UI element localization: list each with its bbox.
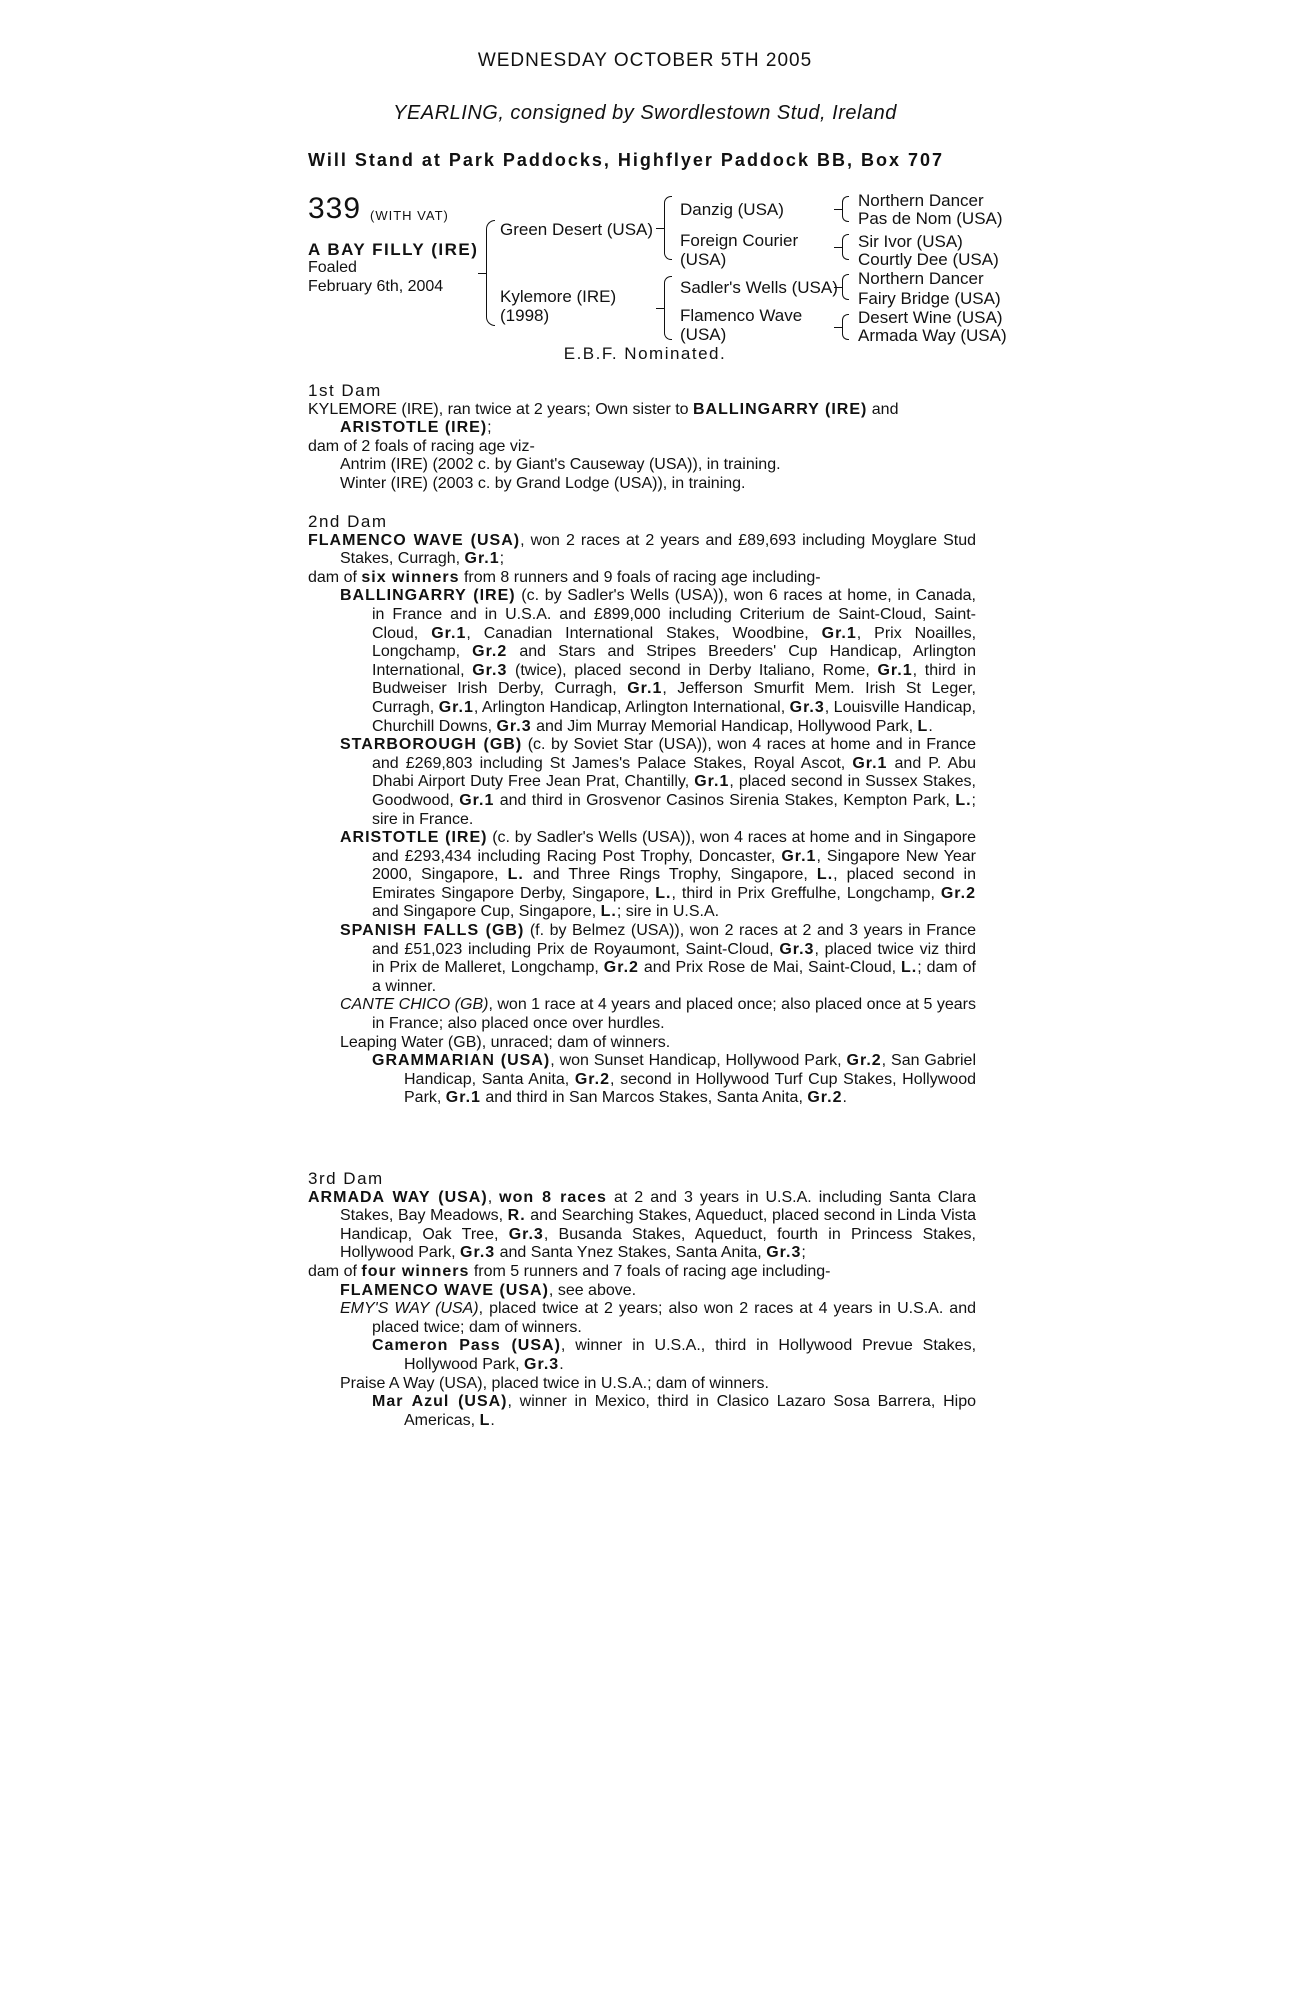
foaled-label: Foaled [308, 259, 357, 276]
progeny-text: , placed twice viz third in Prix de Malleret, Longchamp, [372, 940, 977, 977]
pedigree-sire-dam [680, 231, 798, 269]
winners-count: four winners [361, 1262, 470, 1280]
third-dam-entry: ARMADA WAY (USA), won 8 races at 2 and 3 years in U.S.A. including Santa Clara Stakes, Bay Meadows, R. and Searching Stakes, Aqueduct, placed second in Linda Vista Handicap, Oak Tree, Gr.3, Busanda Stakes, Aqueduct, fourth in Princess Stakes, Hollywood Park, Gr.3 and Santa Ynez Stakes, Santa Anita, Gr.3; [308, 1188, 977, 1262]
pedigree-ddd: Armada Way (USA) [858, 326, 1007, 345]
foaled-info [308, 258, 443, 296]
grade: L. [600, 903, 617, 921]
winners-count: six winners [361, 568, 460, 586]
sale-date: WEDNESDAY OCTOBER 5TH 2005 [477, 50, 813, 71]
pedigree-sire-sire: Danzig (USA) [680, 200, 784, 219]
pedigree-dds: Desert Wine (USA) [858, 308, 1003, 327]
progeny-text: (twice), placed second in Derby Italiano, Rome, [507, 661, 878, 679]
pedigree-dam-year: (1998) [500, 306, 550, 325]
third-dam-foals [308, 1263, 976, 1282]
grade: Gr.3 [524, 1355, 560, 1373]
second-dam-foals [308, 569, 976, 588]
grade: Gr.1 [438, 698, 474, 716]
grade: Gr.2 [807, 1089, 843, 1107]
progeny-name: ARISTOTLE (IRE) [340, 829, 488, 847]
pedigree-brace-dd [842, 314, 849, 340]
second-dam-section [308, 513, 976, 1108]
second-dam-entry [308, 532, 976, 569]
progeny-text: (c. by Sadler's Wells (USA)), won 4 races at home and in Singapore and £293,434 including Racing Post Trophy, Doncaster, [372, 829, 977, 865]
third-dam-section [308, 1170, 976, 1430]
pedigree-sdd: Courtly Dee (USA) [858, 250, 999, 269]
lot-description: A BAY FILLY (IRE) [308, 240, 479, 259]
progeny-text: and Three Rings Trophy, Singapore, [523, 866, 817, 884]
grade: Gr.1 [781, 847, 817, 865]
grade: Gr.1 [877, 661, 913, 679]
grade: Gr.1 [464, 550, 500, 568]
progeny-name: Mar Azul (USA) [372, 1393, 508, 1411]
progeny-text: , won 1 race at 4 years and placed once; also placed once at 5 years in France; also placed once over hurdles. [372, 996, 976, 1033]
progeny-text: , Louisville Handicap, Churchill Downs, [372, 698, 976, 735]
third-dam-text: and Searching Stakes, Aqueduct, placed second in Linda Vista Handicap, Oak Tree, [340, 1207, 977, 1243]
progeny-name: Praise A Way (USA) [340, 1374, 483, 1392]
progeny-text: , unraced; dam of winners. [481, 1033, 671, 1051]
first-dam-text: ; [487, 419, 492, 437]
progeny-text: , third in Budweiser Irish Derby, Curragh, [372, 661, 977, 698]
grade: Gr.3 [496, 717, 532, 735]
progeny-text: , placed second in Sussex Stakes, Goodwood, [372, 773, 976, 809]
grade: Gr.2 [574, 1070, 610, 1088]
first-dam-text: and [867, 400, 899, 418]
pedigree-sire-dam-name: Foreign Courier [680, 231, 799, 250]
progeny-name: Cameron Pass (USA) [372, 1337, 561, 1355]
foals-text: dam of [308, 1262, 362, 1280]
grade: Gr.2 [940, 884, 976, 902]
progeny-text: , placed twice in U.S.A.; dam of winners. [482, 1374, 769, 1392]
progeny-item: Winter (IRE) (2003 c. by Grand Lodge (USA)), in training. [340, 474, 746, 492]
grade: Gr.1 [459, 791, 495, 809]
progeny-text: , Jefferson Smurfit Mem. Irish St Leger, Curragh, [372, 680, 977, 716]
stand-location: Will Stand at Park Paddocks, Highflyer Paddock BB, Box 707 [308, 150, 944, 170]
third-dam-name: ARMADA WAY (USA) [308, 1188, 488, 1206]
progeny-text: (f. by Belmez (USA)), won 2 races at 2 and 3 years in France and £51,023 including Prix de Royaumont, Saint-Cloud, [372, 922, 976, 958]
progeny-text: , winner in U.S.A., third in Hollywood Prevue Stakes, Hollywood Park, [404, 1337, 977, 1373]
pedigree-dam-dam-country: (USA) [680, 325, 727, 344]
ebf-nominated: E.B.F. Nominated. [563, 344, 727, 363]
progeny-text: and third in San Marcos Stakes, Santa Anita, [480, 1089, 808, 1107]
third-dam-text: ; [801, 1244, 806, 1262]
progeny-text: , second in Hollywood Turf Cup Stakes, Hollywood Park, [404, 1070, 976, 1107]
grade: Gr.2 [603, 959, 639, 977]
progeny-entry [308, 587, 976, 736]
progeny-text: , placed twice at 2 years; also won 2 races at 4 years in U.S.A. and placed twice; dam of winners. [372, 1300, 976, 1336]
grade: L [479, 1411, 491, 1429]
foals-text: dam of [308, 568, 362, 586]
pedigree-sds: Sir Ivor (USA) [858, 232, 963, 251]
sibling-name: ARISTOTLE (IRE) [340, 419, 488, 437]
pedigree-dam [500, 287, 616, 325]
progeny-text: and Prix Rose de Mai, Saint-Cloud, [638, 959, 902, 977]
grade: Gr.1 [821, 624, 857, 642]
progeny-item: Antrim (IRE) (2002 c. by Giant's Causeway (USA)), in training. [340, 456, 781, 474]
foals-text: from 8 runners and 9 foals of racing age including- [459, 568, 821, 586]
progeny-name: EMY'S WAY (USA) [340, 1300, 479, 1318]
progeny-text: , winner in Mexico, third in Clasico Lazaro Sosa Barrera, Hipo Americas, [404, 1393, 976, 1429]
pedigree-dam-name: Kylemore (IRE) [500, 287, 617, 306]
progeny-text: . [928, 717, 933, 735]
progeny-entry [308, 1375, 976, 1394]
lot-number: 339 [308, 192, 362, 225]
grade: L [917, 717, 929, 735]
grade: Gr.1 [445, 1089, 481, 1107]
progeny-text: ; dam of a winner. [372, 959, 976, 995]
pedigree-dam-sire: Sadler's Wells (USA) [680, 278, 838, 297]
grade: L. [955, 791, 972, 809]
progeny-text: , Canadian International Stakes, Woodbine, [466, 624, 822, 642]
progeny-entry [308, 1300, 976, 1337]
grade: Gr.1 [852, 754, 888, 772]
grade: Gr.1 [627, 680, 663, 698]
grade: Gr.3 [472, 661, 508, 679]
pedigree-dsd: Fairy Bridge (USA) [858, 289, 1001, 308]
foals-text: from 5 runners and 7 foals of racing age including- [469, 1262, 831, 1280]
pedigree-brace-ds [842, 274, 849, 300]
progeny-text: , Prix Noailles, Longchamp, [372, 624, 977, 661]
pedigree-sire: Green Desert (USA) [500, 220, 654, 239]
progeny-entry [308, 1034, 976, 1053]
progeny-text: and P. Abu Dhabi Airport Duty Free Jean Prat, Chantilly, [372, 754, 977, 791]
grade: Gr.3 [779, 940, 815, 958]
pedigree-brace-sire [664, 196, 672, 260]
pedigree-brace-ss [842, 196, 849, 222]
grade: Gr.1 [694, 773, 730, 791]
first-dam-section [308, 382, 976, 494]
grade: Gr.1 [431, 624, 467, 642]
pedigree-sss: Northern Dancer [858, 191, 984, 210]
progeny-name: STARBOROUGH (GB) [340, 736, 523, 754]
grade: Gr.2 [846, 1052, 882, 1070]
progeny-text: , placed second in Emirates Singapore Derby, Singapore, [372, 866, 977, 902]
progeny-text: , won Sunset Handicap, Hollywood Park, [550, 1052, 847, 1070]
progeny-text: , see above. [548, 1281, 637, 1299]
progeny-text: , San Gabriel Handicap, Santa Anita, [404, 1052, 976, 1088]
first-dam-foals: dam of 2 foals of racing age viz- [308, 437, 535, 455]
progeny-name: GRAMMARIAN (USA) [372, 1052, 551, 1070]
progeny-text: and third in Grosvenor Casinos Sirenia Stakes, Kempton Park, [494, 791, 956, 809]
progeny-entry [308, 736, 976, 829]
progeny-name: BALLINGARRY (IRE) [340, 587, 516, 605]
progeny-name: SPANISH FALLS (GB) [340, 922, 525, 940]
grade: L. [901, 959, 918, 977]
grand-progeny-entry [308, 1337, 976, 1374]
progeny-text: and Jim Murray Memorial Handicap, Hollywood Park, [531, 717, 918, 735]
sibling-name: BALLINGARRY (IRE) [693, 400, 868, 418]
second-dam-text: , won 2 races at 2 years and £89,693 including Moyglare Stud Stakes, Curragh, [340, 531, 976, 568]
grand-progeny-entry [308, 1052, 976, 1108]
second-dam-text: ; [499, 550, 505, 568]
grade: L. [655, 884, 672, 902]
grade: L. [816, 866, 834, 884]
second-dam-name: FLAMENCO WAVE (USA) [308, 531, 521, 549]
progeny-text: . [842, 1089, 847, 1107]
grade: Gr.3 [766, 1244, 802, 1262]
progeny-text: ; sire in France. [372, 791, 976, 828]
pedigree-dss: Northern Dancer [858, 269, 984, 288]
consignment-line: YEARLING, consigned by Swordlestown Stud, Ireland [393, 102, 897, 124]
grade: L. [507, 866, 524, 884]
pedigree-dam-dam [680, 306, 802, 344]
pedigree-brace-dam [664, 276, 672, 340]
progeny-entry [308, 922, 976, 996]
progeny-text: . [490, 1411, 495, 1429]
won-races: won 8 races [499, 1188, 607, 1206]
pedigree-dam-dam-name: Flamenco Wave [680, 306, 803, 325]
progeny-entry [308, 829, 976, 922]
foaled-date: February 6th, 2004 [308, 278, 444, 295]
progeny-text: , third in Prix Greffulhe, Longchamp, [671, 884, 941, 902]
grade: Gr.3 [460, 1244, 496, 1262]
third-dam-text: , Busanda Stakes, Aqueduct, fourth in Princess Stakes, Hollywood Park, [340, 1225, 976, 1262]
progeny-text: and Stars and Stripes Breeders' Cup Handicap, Arlington International, [372, 643, 977, 679]
progeny-entry [308, 1282, 976, 1301]
progeny-text: ; sire in U.S.A. [616, 903, 720, 921]
grade: Gr.3 [508, 1225, 544, 1243]
pedigree-sire-dam-country: (USA) [680, 250, 727, 269]
third-dam-text: and Santa Ynez Stakes, Santa Anita, [495, 1244, 767, 1262]
progeny-name: Leaping Water (GB) [340, 1033, 482, 1051]
grade: R. [507, 1207, 526, 1225]
progeny-text: and Singapore Cup, Singapore, [372, 903, 601, 921]
third-dam-heading: 3rd Dam [308, 1169, 384, 1188]
progeny-name: CANTE CHICO (GB) [340, 996, 489, 1014]
grade: Gr.3 [789, 698, 825, 716]
progeny-text: (c. by Soviet Star (USA)), won 4 races at home and in France and £269,803 including St James's Palace Stakes, Royal Ascot, [372, 736, 976, 772]
progeny-text: , Arlington Handicap, Arlington International, [473, 698, 790, 716]
grand-progeny-entry [308, 1393, 976, 1430]
first-dam-heading: 1st Dam [308, 381, 382, 400]
first-dam-entry [308, 401, 976, 438]
first-dam-text: , ran twice at 2 years; Own sister to [438, 400, 693, 418]
progeny-text: (c. by Sadler's Wells (USA)), won 6 races at home, in Canada, in France and in U.S.A. and £899,000 including Criterium de Saint-Cloud, Saint-Cloud, [372, 587, 977, 642]
pedigree-brace-main [486, 220, 495, 326]
third-dam-text: at 2 and 3 years in U.S.A. including Santa Clara Stakes, Bay Meadows, [340, 1188, 976, 1225]
second-dam-heading: 2nd Dam [308, 512, 388, 531]
progeny-text: . [559, 1355, 564, 1373]
progeny-text: , Singapore New Year 2000, Singapore, [372, 847, 976, 884]
first-dam-name: KYLEMORE (IRE) [308, 400, 439, 418]
pedigree-ssd: Pas de Nom (USA) [858, 209, 1003, 228]
grade: Gr.2 [472, 643, 508, 661]
progeny-name: FLAMENCO WAVE (USA) [340, 1281, 549, 1299]
lot-vat: (WITH VAT) [370, 208, 449, 223]
pedigree-brace-sd [842, 234, 849, 260]
progeny-entry [308, 996, 976, 1033]
